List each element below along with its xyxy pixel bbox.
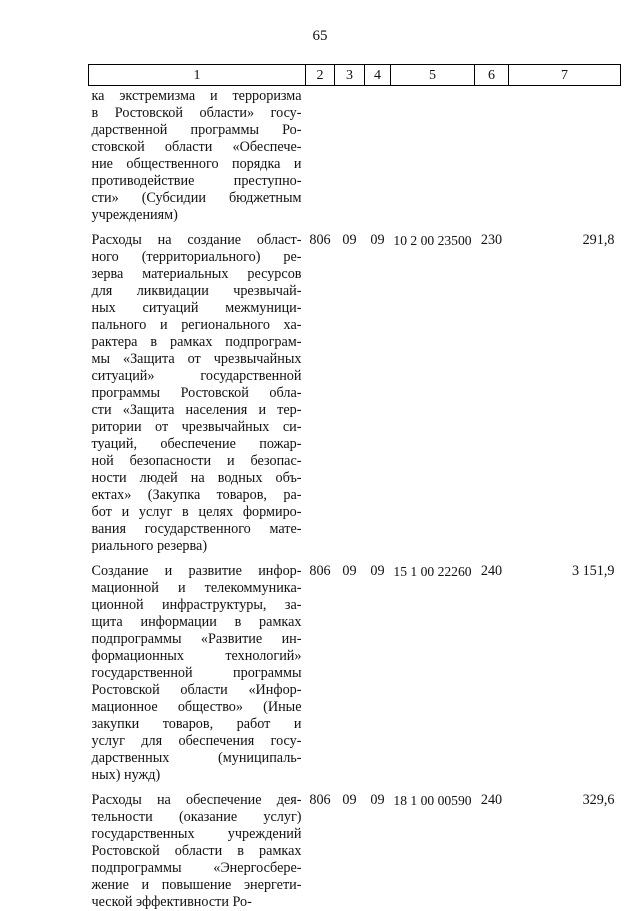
description-line: сти» (Субсидии бюджетным bbox=[91, 190, 302, 206]
amount: 329,6 bbox=[582, 792, 615, 808]
subsection-code: 09 bbox=[370, 792, 385, 808]
description-line: дарственной программы Ро- bbox=[91, 122, 302, 138]
description-line: ческой эффективности Ро- bbox=[91, 894, 252, 910]
description-line: стовской области «Обеспече- bbox=[91, 139, 302, 155]
description-line: подпрограммы «Энергосбере- bbox=[91, 860, 302, 876]
target-article-code: 15 1 00 22260 bbox=[393, 564, 472, 579]
description-line: риального резерва) bbox=[91, 538, 208, 554]
section-code: 09 bbox=[342, 792, 357, 808]
ministry-code bbox=[306, 86, 335, 225]
column-header: 1 bbox=[89, 65, 306, 86]
description-line: подпрограммы «Развитие ин- bbox=[91, 631, 302, 647]
table-row bbox=[89, 224, 621, 555]
table-row bbox=[89, 555, 621, 784]
description-line: туаций, обеспечение пожар- bbox=[91, 436, 302, 452]
column-header: 7 bbox=[509, 65, 621, 86]
column-header: 5 bbox=[391, 65, 475, 86]
description-line: для ликвидации чрезвычай- bbox=[91, 283, 302, 299]
description-line: мы «Защита от чрезвычайных bbox=[91, 351, 302, 367]
description-line: противодействие преступно- bbox=[91, 173, 302, 189]
description-line: Ростовской области в рамках bbox=[91, 843, 302, 859]
description-line: вания государственного мате- bbox=[91, 521, 302, 537]
section-code: 09 bbox=[342, 232, 357, 248]
column-header: 2 bbox=[306, 65, 335, 86]
table-row bbox=[89, 86, 621, 225]
column-header: 4 bbox=[365, 65, 391, 86]
description-line: ка экстремизма и терроризма bbox=[91, 88, 302, 104]
description-line: учреждениям) bbox=[91, 207, 178, 223]
description-line: мационной и телекоммуника- bbox=[91, 580, 302, 596]
budget-table bbox=[88, 64, 621, 911]
description-line: ционной инфраструктуры, за- bbox=[91, 597, 302, 613]
subsection-code: 09 bbox=[370, 232, 385, 248]
description-line: ектах» (Закупка товаров, ра- bbox=[91, 487, 302, 503]
description-line: пального и регионального ха- bbox=[91, 317, 302, 333]
description-line: Расходы на обеспечение дея- bbox=[91, 792, 302, 808]
description-line: ритории от чрезвычайных си- bbox=[91, 419, 302, 435]
description-line: ности людей на водных объ- bbox=[91, 470, 302, 486]
description-line: государственных учреждений bbox=[91, 826, 302, 842]
ministry-code: 806 bbox=[309, 563, 331, 579]
expense-type-code: 240 bbox=[480, 792, 503, 808]
description-line: в Ростовской области» госу- bbox=[91, 105, 302, 121]
description-line: Ростовской области «Инфор- bbox=[91, 682, 302, 698]
description-line: ных) нужд) bbox=[91, 767, 161, 783]
description-line: закупки товаров, работ и bbox=[91, 716, 302, 732]
row-description bbox=[89, 555, 306, 784]
description-line: дарственных (муниципаль- bbox=[91, 750, 302, 766]
ministry-code: 806 bbox=[309, 232, 331, 248]
row-description bbox=[89, 224, 306, 555]
column-header: 3 bbox=[335, 65, 365, 86]
expense-type-code bbox=[475, 86, 509, 225]
description-line: программы Ростовской обла- bbox=[91, 385, 302, 401]
description-line: ного (территориального) ре- bbox=[91, 249, 302, 265]
description-line: Создание и развитие инфор- bbox=[91, 563, 302, 579]
table-header-row bbox=[89, 65, 621, 86]
page-number: 65 bbox=[312, 28, 328, 44]
description-line: ной безопасности и безопас- bbox=[91, 453, 302, 469]
amount: 3 151,9 bbox=[571, 563, 615, 579]
row-description bbox=[89, 86, 306, 225]
section-code bbox=[335, 86, 365, 225]
target-article-code bbox=[391, 86, 475, 225]
target-article-code: 18 1 00 00590 bbox=[393, 793, 472, 808]
amount bbox=[509, 86, 621, 225]
description-line: Расходы на создание област- bbox=[91, 232, 302, 248]
amount: 291,8 bbox=[582, 232, 615, 248]
description-line: бот и услуг в целях формиро- bbox=[91, 504, 302, 520]
description-line: ных ситуаций межмуници- bbox=[91, 300, 302, 316]
description-line: рактера в рамках подпрограм- bbox=[91, 334, 302, 350]
ministry-code: 806 bbox=[309, 792, 331, 808]
description-line: услуг для обеспечения госу- bbox=[91, 733, 302, 749]
description-line: ситуаций» государственной bbox=[91, 368, 302, 384]
description-line: государственной программы bbox=[91, 665, 302, 681]
description-line: мационное общество» (Иные bbox=[91, 699, 302, 715]
expense-type-code: 240 bbox=[480, 563, 503, 579]
subsection-code: 09 bbox=[370, 563, 385, 579]
description-line: зерва материальных ресурсов bbox=[91, 266, 302, 282]
description-line: формационных технологий» bbox=[91, 648, 302, 664]
target-article-code: 10 2 00 23500 bbox=[393, 233, 472, 248]
column-header: 6 bbox=[475, 65, 509, 86]
description-line: жение и повышение энергети- bbox=[91, 877, 302, 893]
description-line: щита информации в рамках bbox=[91, 614, 302, 630]
description-line: сти «Защита населения и тер- bbox=[91, 402, 302, 418]
description-line: ние общественного порядка и bbox=[91, 156, 302, 172]
table-row bbox=[89, 784, 621, 911]
expense-type-code: 230 bbox=[480, 232, 503, 248]
description-line: тельности (оказание услуг) bbox=[91, 809, 302, 825]
subsection-code bbox=[365, 86, 391, 225]
section-code: 09 bbox=[342, 563, 357, 579]
row-description bbox=[89, 784, 306, 911]
